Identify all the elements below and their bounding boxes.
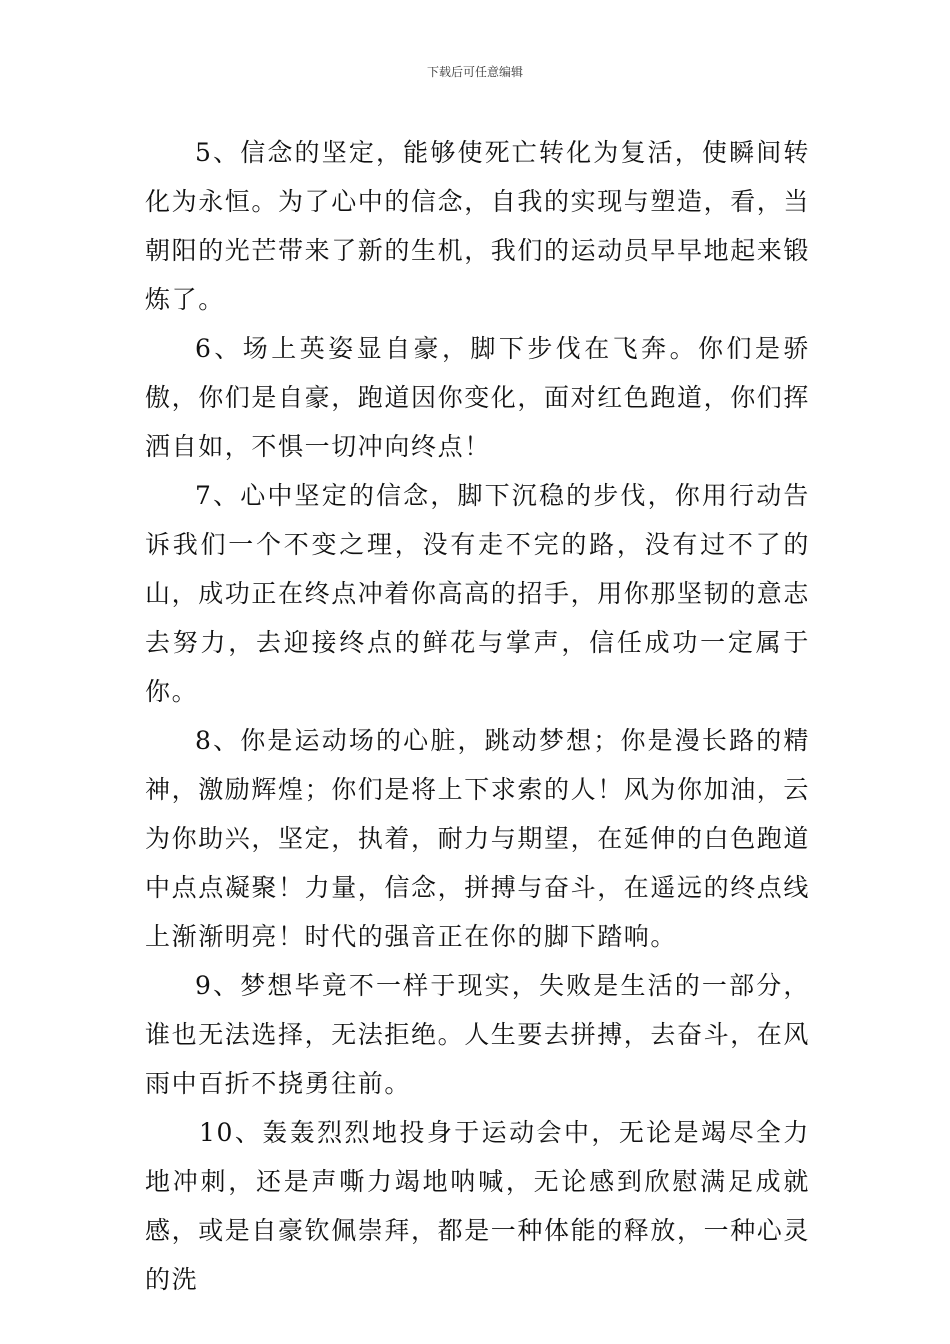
document-body (145, 128, 810, 1304)
paragraph-5: 5、信念的坚定，能够使死亡转化为复活，使瞬间转化为永恒。为了心中的信念，自我的实现与塑造，看，当朝阳的光芒带来了新的生机，我们的运动员早早地起来锻炼了。 (145, 138, 811, 314)
paragraph-10: 10、轰轰烈烈地投身于运动会中，无论是竭尽全力地冲刺，还是声嘶力竭地呐喊，无论感到欣慰满足成就感，或是自豪钦佩崇拜，都是一种体能的释放，一种心灵的洗 (145, 1118, 811, 1294)
paragraph-7: 7、心中坚定的信念，脚下沉稳的步伐，你用行动告诉我们一个不变之理，没有走不完的路，没有过不了的山，成功正在终点冲着你高高的招手，用你那坚韧的意志去努力，去迎接终点的鲜花与掌声，信任成功一定属于你。 (145, 481, 811, 706)
paragraph-9: 9、梦想毕竟不一样于现实，失败是生活的一部分，谁也无法选择，无法拒绝。人生要去拼搏，去奋斗，在风雨中百折不挠勇往前。 (145, 971, 811, 1098)
paragraph-8: 8、你是运动场的心脏，跳动梦想；你是漫长路的精神，激励辉煌；你们是将上下求索的人！风为你加油，云为你助兴，坚定，执着，耐力与期望，在延伸的白色跑道中点点凝聚！力量，信念，拼搏与奋斗，在遥远的终点线上渐渐明亮！时代的强音正在你的脚下踏响。 (145, 726, 811, 951)
page-header: 下载后可任意编辑 (426, 65, 523, 79)
paragraph-6: 6、场上英姿显自豪，脚下步伐在飞奔。你们是骄傲，你们是自豪，跑道因你变化，面对红色跑道，你们挥洒自如，不惧一切冲向终点！ (145, 334, 811, 461)
